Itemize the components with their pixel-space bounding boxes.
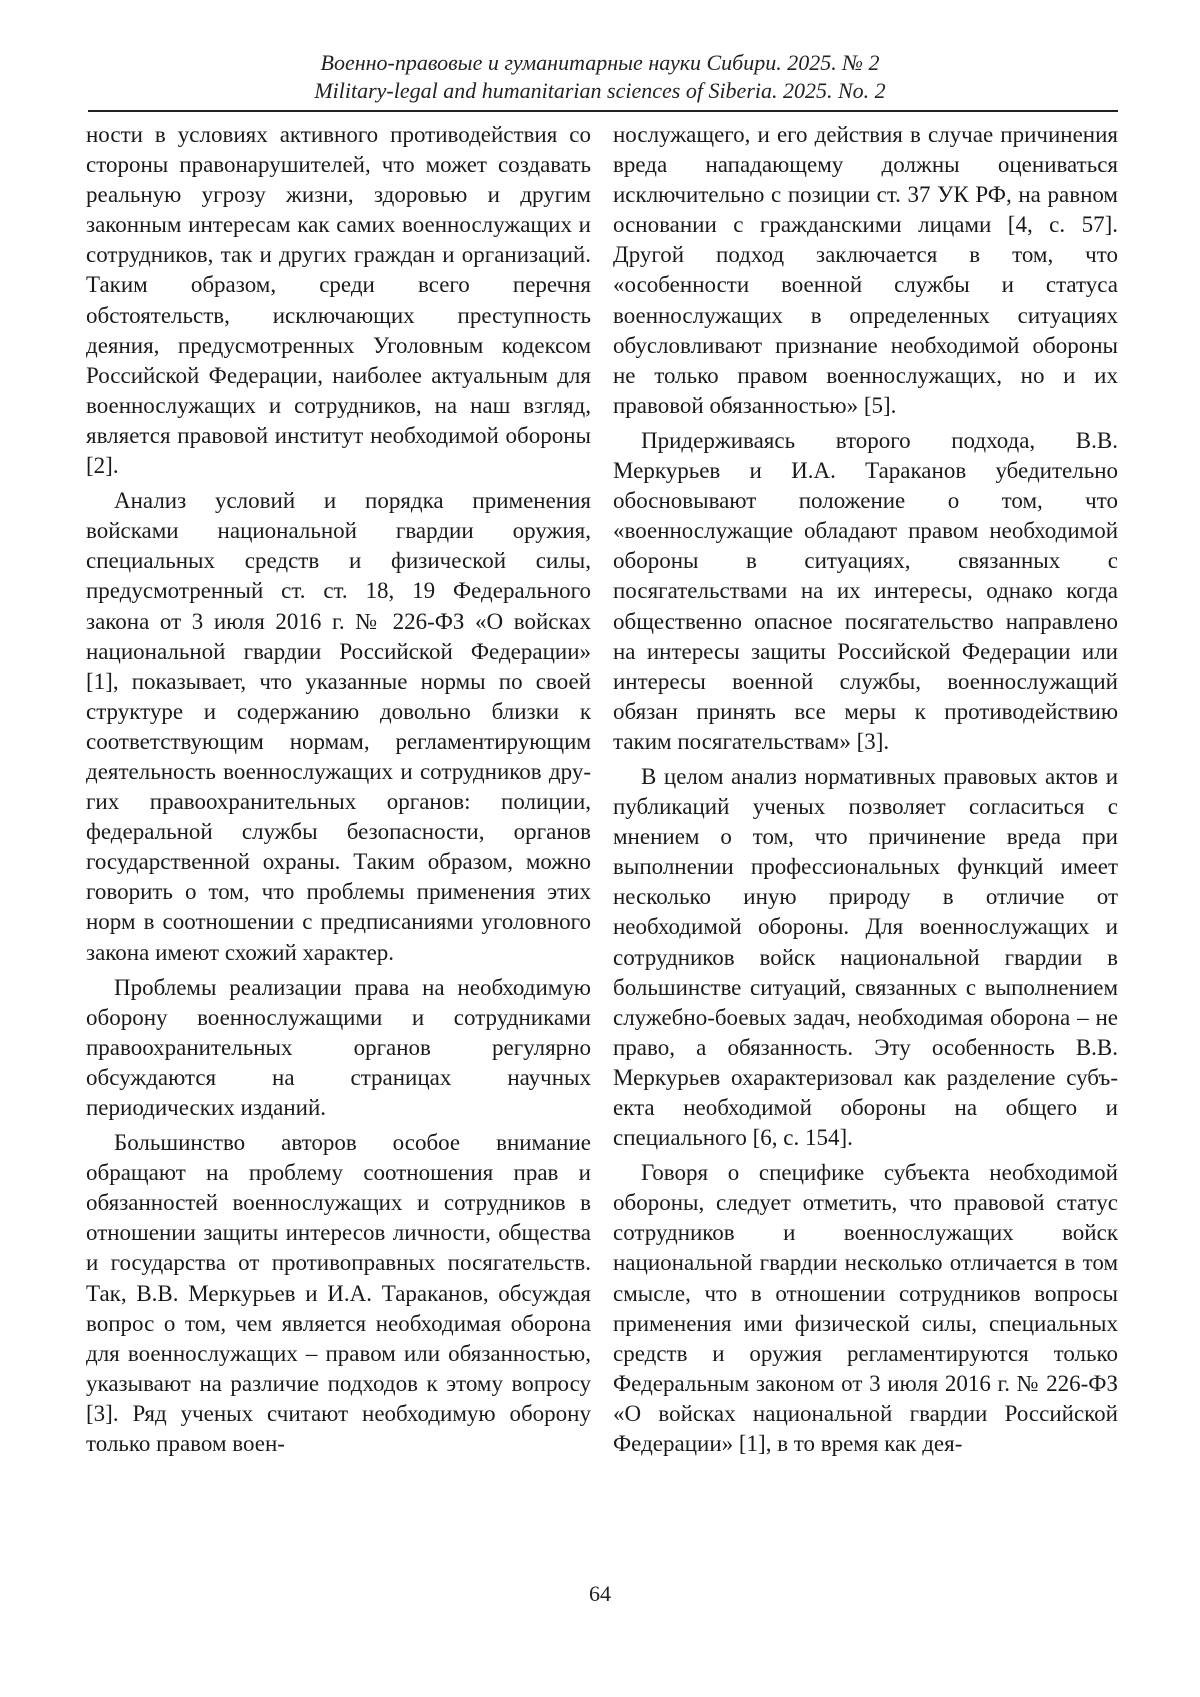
header-divider: [88, 110, 1118, 112]
right-paragraph-1: нослужащего, и его действия в случае причинения вреда нападающему должны оцениваться исключительно с позиции ст. 37 УК РФ, на равном основании с гражданскими лицами [4, с. 57]. Другой подход заключается в том, что «особенности военной службы и статуса военнослужащих в определенных ситуациях обусловливают признание необходимой обороны не только правом военнослужащих, но и их правовой обязанностью» [5].: [613, 122, 1118, 418]
right-paragraph-3: В целом анализ нормативных правовых актов и публикаций ученых позволяет согласиться с мнением о том, что причинение вреда при выполнении профессиональных функций имеет несколько иную природу в отличие от необходимой обороны. Для военнослужащих и сотрудников войск национальной гвардии в большинстве ситуаций, связанных с выполнением служебно-боевых задач, необходимая оборона – не право, а обязанность. Эту особенность В.В. Меркурьев охарактеризовал как разделение субъекта необходимой обороны на общего и специального [6, с. 154].: [613, 763, 1118, 1151]
right-paragraph-2: Придерживаясь второго подхода, В.В. Меркурьев и И.А. Тараканов убедительно обосновывают положение о том, что «военнослужащие обладают правом необходимой обороны в ситуациях, связанных с посягательствами на их интересы, однако когда общественно опасное посягательство направлено на интересы защиты Российской Федерации или интересы военной службы, военнослужащий обязан принять все меры к противодействию таким посягательствам» [3].: [613, 427, 1118, 754]
left-paragraph-1: ности в условиях активного противодействия со стороны правонарушителей, что может создавать реальную угрозу жизни, здоровью и другим законным интересам как самих военнослужащих и сотрудников, так и других граждан и организаций. Таким образом, среди всего перечня обстоятельств, исключающих преступность деяния, предусмотренных Уголовным кодексом Российской Федерации, наиболее актуальным для военнослужащих и сотрудников, на наш взгляд, является правовой институт необходимой обороны [2].: [86, 122, 591, 479]
journal-title-ru: Военно-правовые и гуманитарные науки Сибири. 2025. № 2: [320, 50, 880, 75]
right-paragraph-4: Говоря о специфике субъекта необходимой обороны, следует отметить, что правовой статус сотрудников и военнослужащих войск национальной гвардии несколько отличается в том смысле, что в отношении сотрудников вопросы применения ими физической силы, специальных средств и оружия регламентируются только Федеральным законом от 3 июля 2016 г. № 226-ФЗ «О войсках национальной гвардии Российской Федерации» [1], в то время как дея-: [613, 1160, 1118, 1457]
right-column: [613, 120, 1118, 1575]
left-paragraph-4: Большинство авторов особое внимание обращают на проблему соотношения прав и обязанностей военнослужащих и сотрудников в отношении защиты интересов личности, общества и государства от противоправных посягательств. Так, В.В. Меркурьев и И.А. Тараканов, обсуждая вопрос о том, чем является необходимая оборона для военнослужащих – правом или обязанностью, указывают на различие подходов к этому вопросу [3]. Ряд ученых считают необходимую оборону только правом воен-: [86, 1130, 591, 1457]
left-paragraph-3: Проблемы реализации права на необходимую оборону военнослужащими и сотрудниками правоохранительных органов регулярно обсуждаются на страницах научных периодических изданий.: [86, 974, 591, 1120]
left-column: [86, 120, 591, 1575]
journal-title-en: Military-legal and humanitarian sciences of Siberia. 2025. No. 2: [314, 78, 886, 103]
running-header: [0, 49, 1200, 105]
left-paragraph-2: Анализ условий и порядка применения войсками национальной гвардии оружия, специальных средств и физической силы, предусмотренный ст. ст. 18, 19 Федерального закона от 3 июля 2016 г. № 226-ФЗ «О войсках национальной гвардии Российской Федерации» [1], показывает, что указанные нормы по своей структуре и содержанию довольно близки к соответствующим нормам, регламентирующим деятельность военнослужащих и сотрудников других правоохранительных органов: полиции, федеральной службы безопасности, органов государственной охраны. Таким образом, можно говорить о том, что проблемы применения этих норм в соотношении с предписаниями уголовного закона имеют схожий характер.: [86, 488, 591, 965]
page-number: 64: [589, 1581, 611, 1606]
